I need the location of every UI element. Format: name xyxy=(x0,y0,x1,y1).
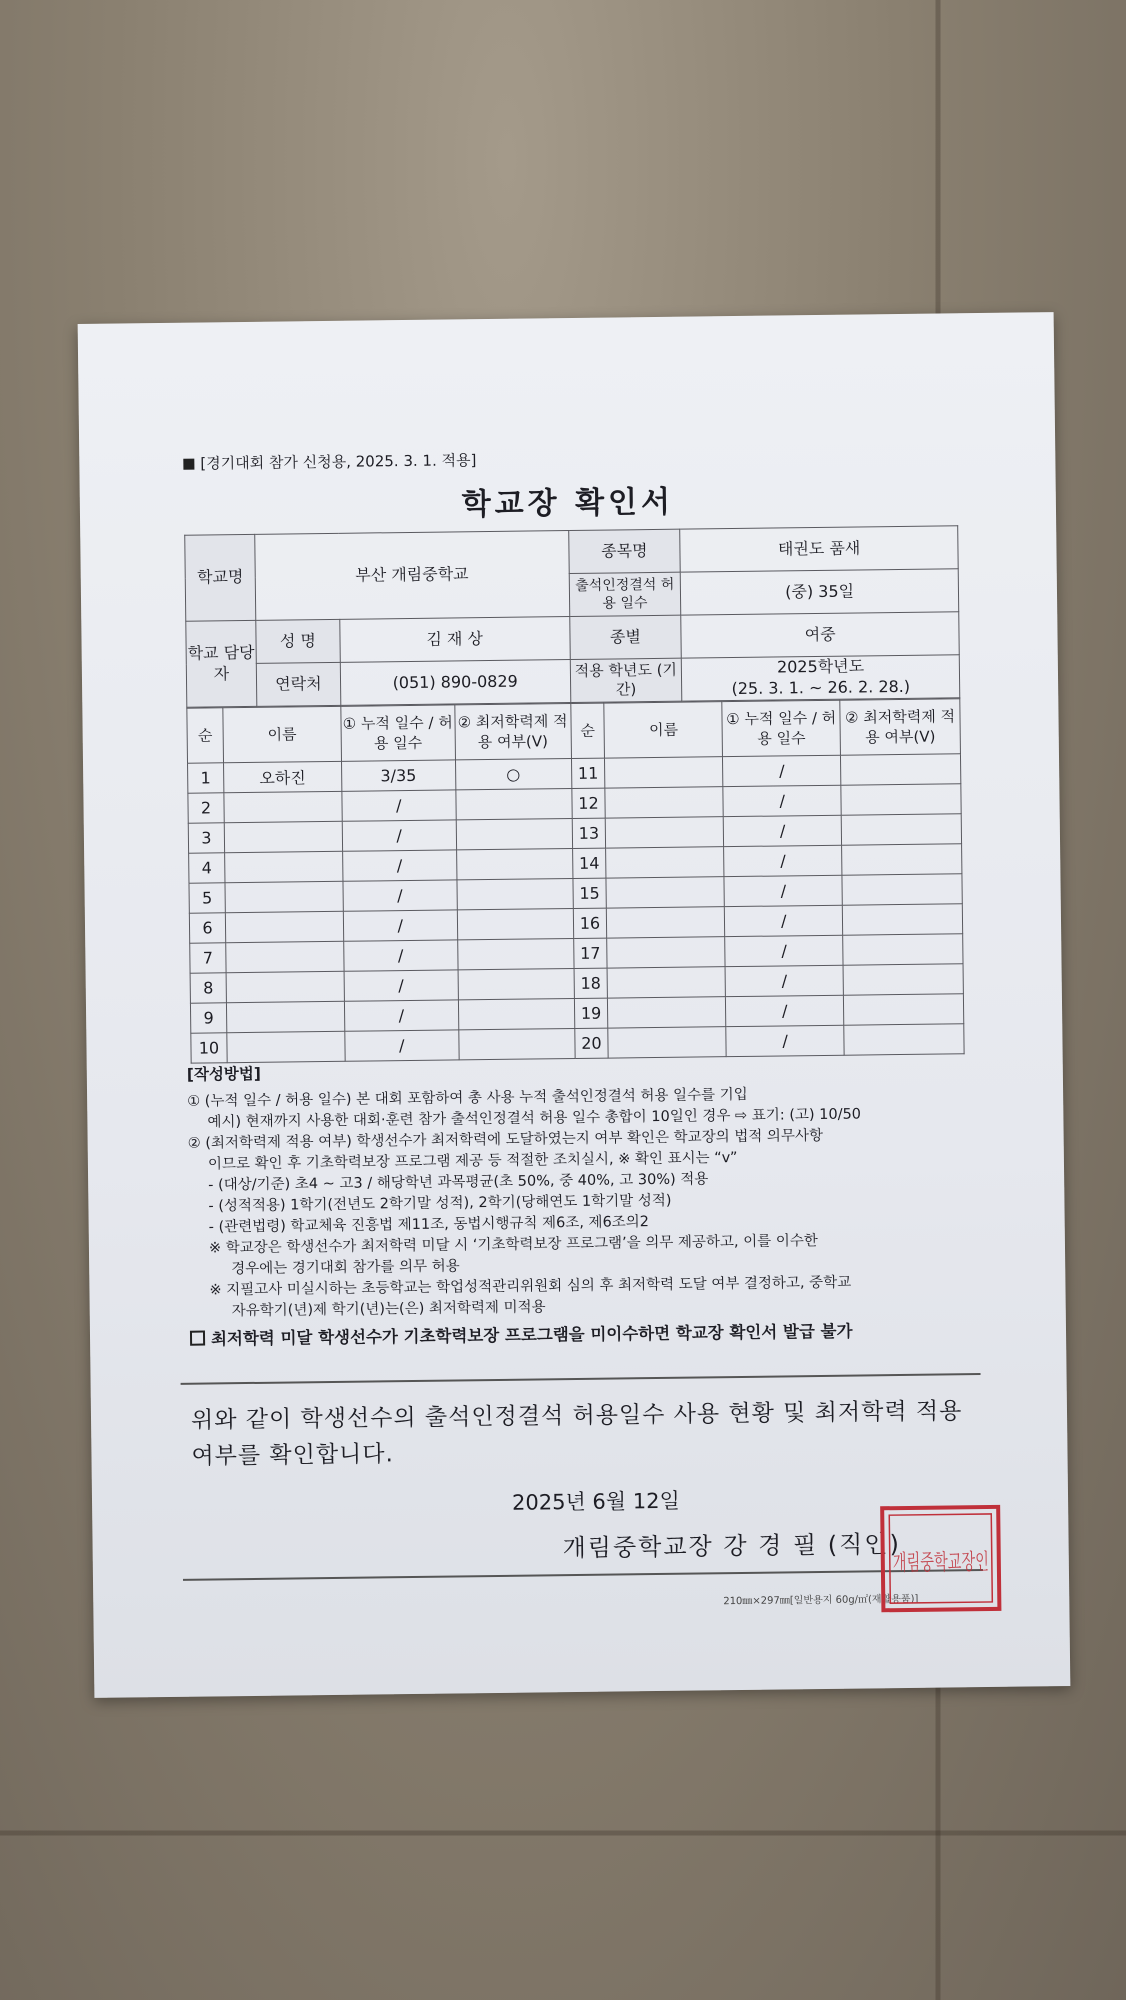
header-name: 이름 xyxy=(604,702,722,758)
year-label: 적용 학년도 (기간) xyxy=(570,658,682,702)
instruction-line: ※ 학교장은 학생선수가 최저학력 미달 시 ‘기초학력보장 프로그램’을 의무 제공하고, 이를 이수한 xyxy=(208,1233,818,1257)
cell-no: 6 xyxy=(189,913,225,943)
cell-name: 오하진 xyxy=(223,761,341,792)
instructions-title: [작성방법] xyxy=(186,1064,261,1084)
instruction-line: 예시) 현재까지 사용한 대회·훈련 참가 출석인정결석 허용 일수 총합이 10일인 경우 ⇨ 표기: (고) 10/50 xyxy=(207,1106,862,1131)
cell-name xyxy=(225,881,343,912)
cell-cum: / xyxy=(724,815,842,846)
instruction-line: - (성적적용) 1학기(전년도 2학기말 성적), 2학기(당해연도 1학기말 성적) xyxy=(208,1192,672,1215)
instruction-line: ※ 지필고사 미실시하는 초등학교는 학업성적관리위원회 심의 후 최저학력 도달 여부 결정하고, 중학교 xyxy=(209,1274,852,1299)
allow-label: 출석인정결석 허용 일수 xyxy=(569,572,681,616)
cell-cum: / xyxy=(725,905,843,936)
cell-min xyxy=(844,994,964,1025)
cell-no: 19 xyxy=(574,998,608,1028)
cell-no: 9 xyxy=(190,1003,226,1033)
cell-min xyxy=(842,904,962,935)
header-min-academic: ② 최저학력제 적용 여부(V) xyxy=(840,699,961,755)
year-value: 2025학년도 xyxy=(776,656,865,677)
cell-no: 12 xyxy=(571,788,605,818)
cell-name xyxy=(607,937,725,968)
cell-cum: / xyxy=(343,880,457,911)
cell-min xyxy=(457,879,573,910)
cell-no: 15 xyxy=(572,878,606,908)
paper-spec: 210㎜×297㎜[일반용지 60g/㎡(재활용품)] xyxy=(723,1593,919,1608)
cell-cum: / xyxy=(724,875,842,906)
period-value: (25. 3. 1. ~ 26. 2. 28.) xyxy=(731,676,911,699)
year-cell xyxy=(682,655,960,701)
divider xyxy=(181,1373,981,1385)
square-bullet-icon xyxy=(183,459,194,470)
cell-no: 11 xyxy=(571,758,605,788)
cell-name xyxy=(608,997,726,1028)
document-paper xyxy=(78,312,1071,1698)
instruction-line: - (대상/기준) 초4 ~ 고3 / 해당학년 과목평균(초 50%, 중 40%, 고 30%) 적용 xyxy=(208,1171,709,1194)
cell-name xyxy=(225,851,343,882)
instruction-line: - (관련법령) 학교체육 진흥법 제11조, 동법시행규칙 제6조, 제6조의2 xyxy=(208,1214,650,1236)
cell-cum: / xyxy=(345,1030,459,1061)
name-label: 성 명 xyxy=(256,619,340,663)
document-title: 학교장 확인서 xyxy=(461,484,675,523)
instruction-line: 자유학기(년)제 학기(년)는(은) 최저학력제 미적용 xyxy=(231,1299,546,1320)
confirmation-text: 위와 같이 학생선수의 출석인정결석 허용일수 사용 현황 및 최저학력 적용 여부를 확인합니다. xyxy=(190,1398,963,1470)
cell-name xyxy=(226,1001,344,1032)
cell-min xyxy=(457,939,573,970)
cell-name xyxy=(605,787,723,818)
cell-cum: / xyxy=(344,1000,458,1031)
cell-no: 8 xyxy=(190,973,226,1003)
cell-name xyxy=(226,971,344,1002)
cell-name xyxy=(605,757,723,788)
header-note-text: [경기대회 참가 신청용, 2025. 3. 1. 적용] xyxy=(200,451,477,473)
header-name: 이름 xyxy=(223,706,341,762)
header-no: 순 xyxy=(570,703,605,758)
cell-min xyxy=(841,814,961,845)
cell-no: 14 xyxy=(572,848,606,878)
cell-min xyxy=(456,789,572,820)
cell-min xyxy=(457,909,573,940)
cell-name xyxy=(224,821,342,852)
cell-no: 7 xyxy=(190,943,226,973)
cell-min xyxy=(456,849,572,880)
cell-cum: 3/35 xyxy=(341,760,455,791)
cell-name xyxy=(224,791,342,822)
cell-no: 18 xyxy=(574,968,608,998)
instruction-line: 이므로 확인 후 기초학력보장 프로그램 제공 등 적절한 조치실시, ※ 확인 표시는 “v” xyxy=(207,1150,738,1173)
cell-no: 2 xyxy=(188,793,224,823)
divider xyxy=(183,1569,983,1581)
cell-min xyxy=(843,934,963,965)
cell-cum: / xyxy=(343,910,457,941)
info-table xyxy=(184,525,960,707)
school-value: 부산 개림중학교 xyxy=(255,531,570,621)
cell-min: ○ xyxy=(455,759,571,790)
cell-cum: / xyxy=(344,940,458,971)
cell-name xyxy=(606,847,724,878)
cell-min xyxy=(843,964,963,995)
header-note xyxy=(183,449,476,474)
instructions xyxy=(187,1055,980,1350)
cell-min xyxy=(842,844,962,875)
header-cumulative: ① 누적 일수 / 허용 일수 xyxy=(341,705,456,761)
issue-date: 2025년 6월 12일 xyxy=(511,1488,680,1515)
event-value: 태권도 품새 xyxy=(680,526,958,572)
cell-min xyxy=(842,874,962,905)
cell-cum: / xyxy=(344,970,458,1001)
event-label: 종목명 xyxy=(568,529,680,573)
cell-name xyxy=(606,877,724,908)
contact-label: 연락처 xyxy=(256,662,340,706)
cell-min xyxy=(844,1024,964,1055)
cell-min xyxy=(841,784,961,815)
cell-cum: / xyxy=(723,785,841,816)
cell-min xyxy=(458,1028,574,1059)
cell-name xyxy=(607,907,725,938)
category-value: 여중 xyxy=(681,612,959,658)
cell-cum: / xyxy=(725,935,843,966)
cell-no: 5 xyxy=(189,883,225,913)
instruction-line: ① (누적 일수 / 허용 일수) 본 대회 포함하여 총 사용 누적 출석인정결석 허용 일수를 기입 xyxy=(187,1086,748,1110)
seal-text: 개림중학교장인 xyxy=(892,1549,1042,1577)
official-seal xyxy=(878,1503,1042,1615)
instruction-line: ② (최저학력제 적용 여부) 학생선수가 최저학력에 도달하였는지 여부 확인은 학교장의 법적 의무사항 xyxy=(187,1127,824,1152)
cell-cum: / xyxy=(724,845,842,876)
principal-signature: 개림중학교장 강 경 필 (직인) xyxy=(562,1530,902,1563)
cell-no: 17 xyxy=(573,938,607,968)
checkbox-square-icon xyxy=(190,1331,205,1346)
school-label: 학교명 xyxy=(185,534,256,621)
cell-cum: / xyxy=(723,755,841,786)
instruction-line: 경우에는 경기대회 참가를 의무 허용 xyxy=(231,1258,460,1278)
final-notice xyxy=(190,1319,980,1350)
name-value: 김 재 상 xyxy=(340,617,570,663)
header-cumulative: ① 누적 일수 / 허용 일수 xyxy=(722,700,840,756)
cell-cum: / xyxy=(342,850,456,881)
cell-name xyxy=(226,941,344,972)
table-header-row xyxy=(187,699,961,763)
category-label: 종별 xyxy=(569,615,681,659)
cell-no: 20 xyxy=(574,1028,608,1058)
cell-cum: / xyxy=(726,995,844,1026)
cell-min xyxy=(458,999,574,1030)
contact-value: (051) 890-0829 xyxy=(340,660,570,706)
cell-name xyxy=(227,1031,345,1062)
cell-cum: / xyxy=(726,1025,844,1056)
cell-no: 3 xyxy=(188,823,224,853)
staff-label: 학교 담당자 xyxy=(186,620,257,707)
cell-cum: / xyxy=(725,965,843,996)
cell-min xyxy=(456,819,572,850)
cell-cum: / xyxy=(342,790,456,821)
cell-name xyxy=(608,1027,726,1058)
cell-no: 1 xyxy=(188,763,224,793)
cell-no: 4 xyxy=(189,853,225,883)
header-no: 순 xyxy=(187,708,224,763)
student-table xyxy=(186,698,964,1063)
cell-name xyxy=(225,911,343,942)
allow-value: (중) 35일 xyxy=(681,569,959,615)
cell-no: 16 xyxy=(573,908,607,938)
cell-name xyxy=(608,967,726,998)
final-notice-text: 최저학력 미달 학생선수가 기초학력보장 프로그램을 미이수하면 학교장 확인서 발급 불가 xyxy=(210,1321,853,1349)
cell-name xyxy=(606,817,724,848)
cell-min xyxy=(458,969,574,1000)
cell-no: 10 xyxy=(191,1033,227,1063)
cell-cum: / xyxy=(342,820,456,851)
cell-min xyxy=(841,754,961,785)
cell-no: 13 xyxy=(572,818,606,848)
header-min-academic: ② 최저학력제 적용 여부(V) xyxy=(454,704,571,760)
